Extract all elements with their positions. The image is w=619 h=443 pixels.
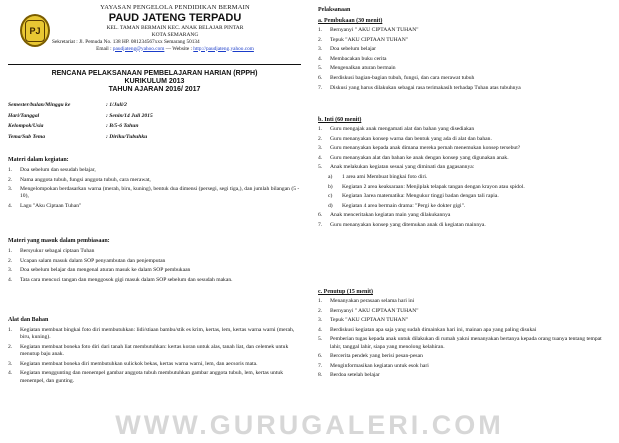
meta-key: Kelompok/Usia bbox=[8, 123, 44, 129]
logo-text: PJ bbox=[29, 25, 41, 36]
title-line3: TAHUN AJARAN 2016/ 2017 bbox=[108, 86, 201, 93]
pembiasaan-section bbox=[8, 237, 301, 286]
list-item: 2. Ucapan salam masuk dalam SOP penyambutan dan penjemputan bbox=[8, 257, 166, 264]
meta-key: Tema/Sub Tema bbox=[8, 133, 46, 140]
pembiasaan-list bbox=[8, 248, 301, 284]
list-item: 6. Berdiskusi bagian-bagian tubuh, fungsi, dan cara merawat tubuh bbox=[318, 74, 475, 81]
meta-block bbox=[8, 102, 298, 144]
pelaksanaan-section bbox=[318, 6, 608, 94]
materi-heading: Materi dalam kegiatan: bbox=[8, 157, 69, 163]
list-item: c) Kegiatan 3area matematika: Mengukur tinggi badan dengan tali rapia. bbox=[328, 193, 499, 200]
list-item: 2. Nama anggota tubuh, fungsi anggota tubuh, cara merawat, bbox=[8, 176, 151, 183]
inti-list bbox=[318, 126, 608, 229]
list-item: 4. Kegiatan menggunting dan menempel gambar anggota tubuh membutuhkan gambar anggota tubuh, lem, kertas untuk menempel, dan gunting. bbox=[8, 370, 283, 384]
meta-row bbox=[8, 113, 298, 124]
list-item: 2. Guru menanyakan konsep warna dan bentuk yang ada di alat dan bahan. bbox=[318, 135, 492, 142]
website-link[interactable]: http://paudjateng.yahoo.com bbox=[193, 45, 254, 52]
school-address: Sekretariat : Jl. Pemuda No. 138 HP. 081234567xxx Semarang 50134 bbox=[52, 39, 200, 45]
email-link[interactable]: paudjateng@yahoo.com bbox=[112, 45, 165, 52]
alat-list bbox=[8, 327, 301, 385]
pembukaan-heading: a. Pembukaan (30 menit) bbox=[318, 18, 383, 24]
materi-list bbox=[8, 167, 301, 210]
list-item: 4. Tata cara mencuci tangan dan menggosok gigi masuk dalam SOP sebelum dan sesudah makan. bbox=[8, 276, 233, 283]
header-divider bbox=[8, 64, 301, 65]
meta-value: : 1/Juli/2 bbox=[106, 102, 127, 108]
inti-heading: b. Inti (60 menit) bbox=[318, 117, 362, 123]
penutup-heading: c. Penutup (15 menit) bbox=[318, 289, 373, 295]
list-item: 2. Tepuk "AKU CIPTAAN TUHAN" bbox=[318, 36, 409, 43]
list-item: d) Kegiatan 4 area bermain drama: "Pergi ke dokter gigi". bbox=[328, 202, 466, 209]
list-item: 7. Guru menanyakan konsep yang ditemukan anak di kegiatan mainnya. bbox=[318, 221, 486, 228]
list-item: 3. Doa sebelum belajar bbox=[318, 46, 376, 53]
watermark: WWW.GURUGALERI.COM bbox=[115, 410, 504, 440]
letterhead-text bbox=[50, 4, 300, 52]
list-item: 3. Tepuk "AKU CIPTAAN TUHAN" bbox=[318, 317, 409, 324]
meta-value: : B/5-6 Tahun bbox=[106, 123, 139, 129]
pembiasaan-heading: Materi yang masuk dalam pembiasaan: bbox=[8, 238, 110, 244]
school-sub: KEL. TAMAN BERMAIN KEC. ANAK BELAJAR PINTAR bbox=[106, 25, 244, 31]
list-item: 5. Mengenalkan aturan bermain bbox=[318, 65, 396, 72]
meta-key: Semester/bulan/Minggu ke bbox=[8, 102, 71, 108]
list-item: 3. Guru menanyakan kepada anak dimana mereka pernah menemukan konsep tersebut? bbox=[318, 145, 521, 152]
meta-value: : Senin/14 Juli 2015 bbox=[106, 112, 153, 119]
meta-key: Hari/Tanggal bbox=[8, 112, 40, 119]
list-item: 2. Bernyanyi " AKU CIPTAAN TUHAN" bbox=[318, 307, 419, 314]
document-page-right bbox=[310, 0, 619, 443]
list-item: 4. Guru menanyakan alat dan bahan ke anak dengan konsep yang digunakan anak. bbox=[318, 154, 509, 161]
list-item: 1. Bernyanyi " AKU CIPTAAN TUHAN" bbox=[318, 27, 419, 33]
list-item: 8. Berdoa setelah belajar bbox=[318, 372, 380, 379]
list-item: 1. Kegiatan membuat bingkai foto diri membutuhkan: lidi/stiaan bambu/stik es krim, kertas, lem, kertas warna warni (merah, biru, kuning). bbox=[8, 327, 295, 341]
list-item: 7. Diskusi yang harus dilakukan sebagai rasa terimakasih terhadap Tuhan atas tubuhnya bbox=[318, 84, 521, 91]
alat-heading: Alat dan Bahan bbox=[8, 317, 49, 323]
school-name: PAUD JATENG TERPADU bbox=[108, 12, 242, 24]
list-item: 6. Anak menceritakan kegiatan main yang dilakukannya bbox=[318, 212, 451, 219]
pelaksanaan-heading: Pelaksanaan bbox=[318, 7, 351, 13]
school-logo bbox=[20, 14, 50, 47]
contact-mid: — Website : bbox=[164, 45, 194, 52]
title-line1: RENCANA PELAKSANAAN PEMBELAJARAN HARIAN (RPPH) bbox=[51, 70, 258, 77]
alat-section bbox=[8, 316, 301, 387]
list-item: 5. Pemberian tugas kepada anak untuk dilakukan di rumah yakni menanyakan bertanya kepada orang tuanya tentang tempat lahir, tanggal lahir, siapa yang menolong kelahiran. bbox=[318, 336, 602, 350]
school-city: KOTA SEMARANG bbox=[151, 32, 199, 38]
list-item: 6. Bercerita pendek yang berisi pesan-pesan bbox=[318, 353, 423, 360]
list-item: 2. Kegiatan membuat boneka foto diri dari tanah liat membutuhkan: kertas koran untuk alas, tanah liat, dan celemek untuk menutup baju anak. bbox=[8, 343, 289, 358]
meta-row bbox=[8, 102, 298, 113]
meta-row bbox=[8, 134, 298, 145]
list-item: a) 1 area ami Membuat bingkai foto diri. bbox=[328, 173, 428, 180]
school-contact bbox=[50, 46, 300, 53]
list-item: 5. Anak melakukan kegiatan sesuai yang diminati dan gagasannya: bbox=[318, 164, 475, 171]
list-item: 3. Kegiatan membuat boneka diri membutuhkan sulickok bekas, kertas warna warni, lem, dan aecsoris mata. bbox=[8, 360, 258, 367]
list-item: b) Kegiatan 2 area keaksaraan: Menjiplak telapak tangan dengan krayon atau spidol. bbox=[328, 183, 525, 190]
list-item: 4. Lagu "Aku Ciptaan Tuhan" bbox=[8, 203, 82, 210]
materi-section bbox=[8, 156, 301, 213]
meta-value: : Diriku/Tubuhku bbox=[106, 133, 148, 140]
title-line2: KURIKULUM 2013 bbox=[124, 78, 185, 85]
org-name: YAYASAN PENGELOLA PENDIDIKAN BERMAIN bbox=[100, 4, 250, 11]
logo-emblem-icon bbox=[25, 20, 45, 42]
list-item: 4. Berdiskusi kegiatan apa saja yang sudah dimainkan hari ini, mainan apa yang paling disukai bbox=[318, 326, 537, 333]
list-item: 3. Doa sebelum belajar dan mengenal aturan masuk ke dalam SOP pembukaan bbox=[8, 267, 191, 274]
pembukaan-list bbox=[318, 27, 608, 92]
list-item: 4. Membacakan buku cerita bbox=[318, 55, 387, 62]
penutup-list bbox=[318, 298, 608, 380]
meta-row bbox=[8, 123, 298, 134]
list-item: 3. Mengelompokan berdasarkan warna (merah, biru, kuning), bentuk dua dimensi (persegi, segi tiga,), dan jumlah bilangan (5 - 10), bbox=[8, 186, 300, 200]
list-item: 7. Menginformasikan kegiatan untuk esok hari bbox=[318, 362, 429, 369]
contact-prefix: Email : bbox=[96, 45, 113, 52]
list-item: 1. Bersyukur sebagai ciptaan Tuhan bbox=[8, 248, 95, 254]
penutup-section bbox=[318, 288, 608, 382]
doc-title bbox=[8, 70, 301, 94]
list-item: 1. Menanyakan perasaan selama hari ini bbox=[318, 298, 415, 304]
list-item: 1. Doa sebelum dan sesudah belajar, bbox=[8, 167, 96, 173]
letterhead bbox=[8, 4, 308, 66]
list-item: 1. Guru mengajak anak mengamati alat dan bahan yang disediakan bbox=[318, 126, 475, 132]
inti-section bbox=[318, 116, 608, 232]
